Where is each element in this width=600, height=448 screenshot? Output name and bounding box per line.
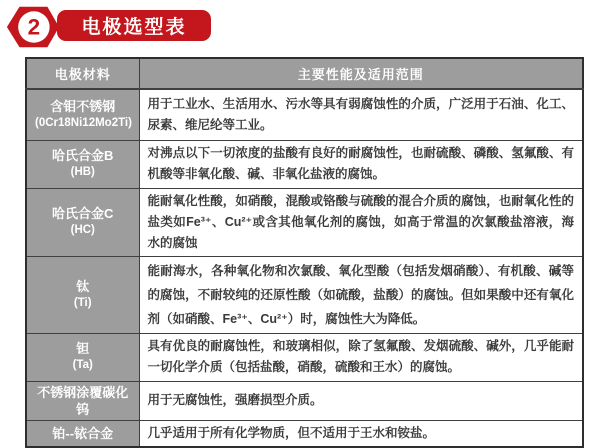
- material-cell: [26, 140, 139, 188]
- material-name: 含钼不锈钢: [50, 98, 116, 114]
- material-column-header: 电极材料: [26, 58, 139, 89]
- hexagon-number-badge: [6, 4, 60, 50]
- material-name: 钛: [76, 278, 90, 294]
- material-cell: [26, 256, 139, 333]
- performance-cell: 对沸点以下一切浓度的盐酸有良好的耐腐蚀性，也耐硫酸、磷酸、氢氟酸、有机酸等非氧化酸、碱、非氧化盐液的腐蚀。: [139, 140, 583, 188]
- page-title-label: 电极选型表: [81, 17, 187, 38]
- material-cell: [26, 381, 139, 420]
- table-row: [26, 420, 583, 447]
- material-cell: [26, 420, 139, 447]
- material-code: (Ta): [72, 359, 93, 371]
- performance-cell: 能耐海水，各种氧化物和次氯酸、氧化型酸（包括发烟硝酸）、有机酸、碱等的腐蚀，不耐较纯的还原性酸（如硫酸，盐酸）的腐蚀。但如果酸中还有氧化剂（如硝酸、Fe³⁺、Cu²⁺）时，腐蚀性大为降低。: [139, 256, 583, 333]
- table-row: [26, 381, 583, 420]
- table-row: [26, 188, 583, 256]
- material-name: 哈氏合金B: [52, 148, 114, 163]
- performance-cell: 用于工业水、生活用水、污水等具有弱腐蚀性的介质，广泛用于石油、化工、尿素、维尼纶等工业。: [139, 89, 583, 140]
- material-code: (HB): [70, 166, 95, 178]
- page-header: [0, 0, 600, 56]
- table-row: [26, 140, 583, 188]
- material-code: (HC): [70, 224, 95, 236]
- material-cell: [26, 89, 139, 140]
- material-cell: [26, 188, 139, 256]
- performance-cell: 几乎适用于所有化学物质，但不适用于王水和铵盐。: [139, 420, 583, 447]
- page-title: [57, 10, 211, 41]
- material-name: 不锈钢涂覆碳化钨: [37, 384, 129, 417]
- table-row: [26, 89, 583, 140]
- table-row: [26, 256, 583, 333]
- material-name: 铂--铱合金: [52, 425, 114, 441]
- electrode-selection-table: [25, 57, 584, 448]
- table-header-row: [26, 58, 583, 89]
- material-code: (Ti): [73, 296, 92, 309]
- material-name: 哈氏合金C: [52, 206, 114, 221]
- material-code: (0Cr18Ni12Mo2Ti): [35, 116, 132, 129]
- performance-cell: 用于无腐蚀性，强磨损型介质。: [139, 381, 583, 420]
- table-row: [26, 333, 583, 381]
- performance-column-header: 主要性能及适用范围: [139, 58, 583, 89]
- badge-number: 2: [27, 14, 41, 40]
- performance-cell: 具有优良的耐腐蚀性，和玻璃相似，除了氢氟酸、发烟硫酸、碱外，几乎能耐一切化学介质（包括盐酸，硝酸，硫酸和王水）的腐蚀。: [139, 333, 583, 381]
- performance-cell: 能耐氧化性酸，如硝酸，混酸或铬酸与硫酸的混合介质的腐蚀，也耐氧化性的盐类如Fe³⁺、Cu²⁺或含其他氧化剂的腐蚀，如高于常温的次氯酸盐溶液，海水的腐蚀: [139, 188, 583, 256]
- material-cell: [26, 333, 139, 381]
- material-name: 钽: [76, 341, 90, 356]
